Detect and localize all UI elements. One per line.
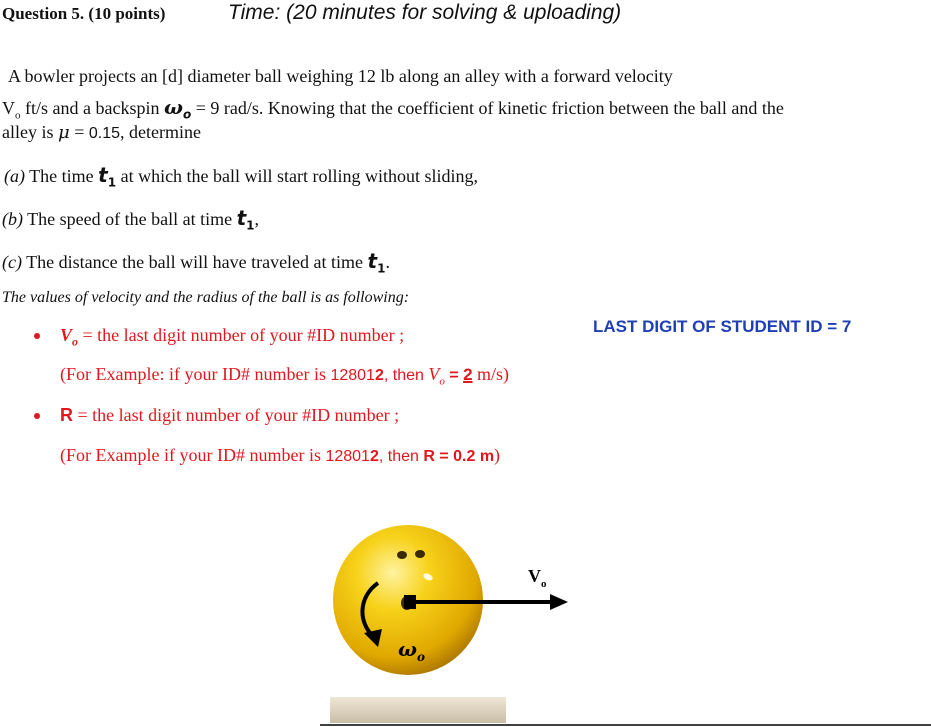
alley-surface <box>330 697 506 723</box>
part-a-text: at which the ball will start rolling without sliding, <box>116 166 479 186</box>
bowling-ball-figure <box>320 525 931 727</box>
omega-symbol: ω <box>163 95 184 119</box>
part-a-label: (a) <box>4 166 25 186</box>
radius-definition-text: = the last digit number of your #ID number ; <box>73 405 400 425</box>
example-id-last-digit: 2 <box>369 448 379 465</box>
example-id-last-digit: 2 <box>374 367 384 384</box>
velocity-subscript: o <box>439 375 445 388</box>
velocity-definition <box>60 325 404 350</box>
example-id-prefix: 12801 <box>325 448 370 465</box>
part-c <box>2 249 390 276</box>
problem-text: = <box>69 122 89 142</box>
part-c-text: The distance the ball will have traveled at time <box>21 252 368 272</box>
velocity-label: $V_o$ <box>528 566 547 590</box>
example-id <box>325 448 378 465</box>
velocity-unit: m/s) <box>472 364 510 384</box>
example-id <box>330 367 383 384</box>
mu-symbol: μ <box>58 122 70 143</box>
omega-subscript: o <box>183 107 192 122</box>
part-b-text: The speed of the ball at time <box>23 209 237 229</box>
problem-line-3 <box>2 122 201 143</box>
radius-definition <box>60 405 399 426</box>
part-a-text: The time <box>25 166 99 186</box>
velocity-arrowhead <box>550 594 568 610</box>
part-c-label: (c) <box>2 252 22 272</box>
problem-text: alley is <box>2 122 58 142</box>
radius-example-text: ) <box>494 445 501 465</box>
velocity-subscript: o <box>15 109 21 122</box>
t-subscript: 1 <box>377 261 386 276</box>
velocity-definition-text: = the last digit number of your #ID number ; <box>78 325 405 345</box>
finger-hole <box>415 550 425 558</box>
bullet-dot <box>34 413 40 419</box>
t-subscript: 1 <box>107 175 117 190</box>
radius-example <box>60 445 500 466</box>
part-b-label: (b) <box>2 209 23 229</box>
finger-hole <box>397 551 407 559</box>
bullet-dot <box>34 333 40 339</box>
radius-symbol: R <box>60 405 73 425</box>
problem-line-2 <box>2 95 784 122</box>
problem-text: , determine <box>120 122 201 142</box>
problem-text: = 9 rad/s. Knowing that the coefficient of kinetic friction between the ball and the <box>191 98 784 118</box>
part-b <box>2 206 259 233</box>
problem-line-1: A bowler projects an [d] diameter ball weighing 12 lb along an alley with a forward velocity <box>8 66 673 86</box>
velocity-example-text: , then <box>383 367 429 384</box>
student-id-note: LAST DIGIT OF STUDENT ID = 7 <box>593 317 852 336</box>
t-symbol: t <box>98 163 108 187</box>
equals-sign: = <box>444 367 464 384</box>
part-a <box>4 163 478 190</box>
example-id-prefix: 12801 <box>330 367 375 384</box>
problem-text: ft/s and a backspin <box>20 98 164 118</box>
mu-value: 0.15 <box>88 125 120 142</box>
t-subscript: 1 <box>246 218 255 233</box>
time-note: Time: (20 minutes for solving & uploading) <box>228 1 622 24</box>
omega-label: $\omega_o$ <box>398 637 426 664</box>
velocity-symbol: V <box>428 364 440 384</box>
radius-example-text: (For Example if your ID# number is <box>60 445 326 465</box>
velocity-example-text: (For Example: if your ID# number is <box>60 364 331 384</box>
velocity-symbol: V <box>2 98 15 118</box>
radius-example-text: , then <box>378 448 424 465</box>
example-velocity-value: 2 <box>463 365 473 384</box>
velocity-example <box>60 364 509 388</box>
example-radius-value: R = 0.2 m <box>423 448 495 465</box>
part-c-text: . <box>385 252 390 272</box>
values-intro: The values of velocity and the radius of the ball is as following: <box>2 289 410 306</box>
part-b-text: , <box>254 209 260 229</box>
t-symbol: t <box>367 249 378 273</box>
velocity-subscript: o <box>72 334 79 349</box>
arrow-tail <box>404 595 416 609</box>
question-title: Question 5. (10 points) <box>2 4 166 23</box>
velocity-symbol: V <box>60 325 73 345</box>
t-symbol: t <box>236 206 247 230</box>
